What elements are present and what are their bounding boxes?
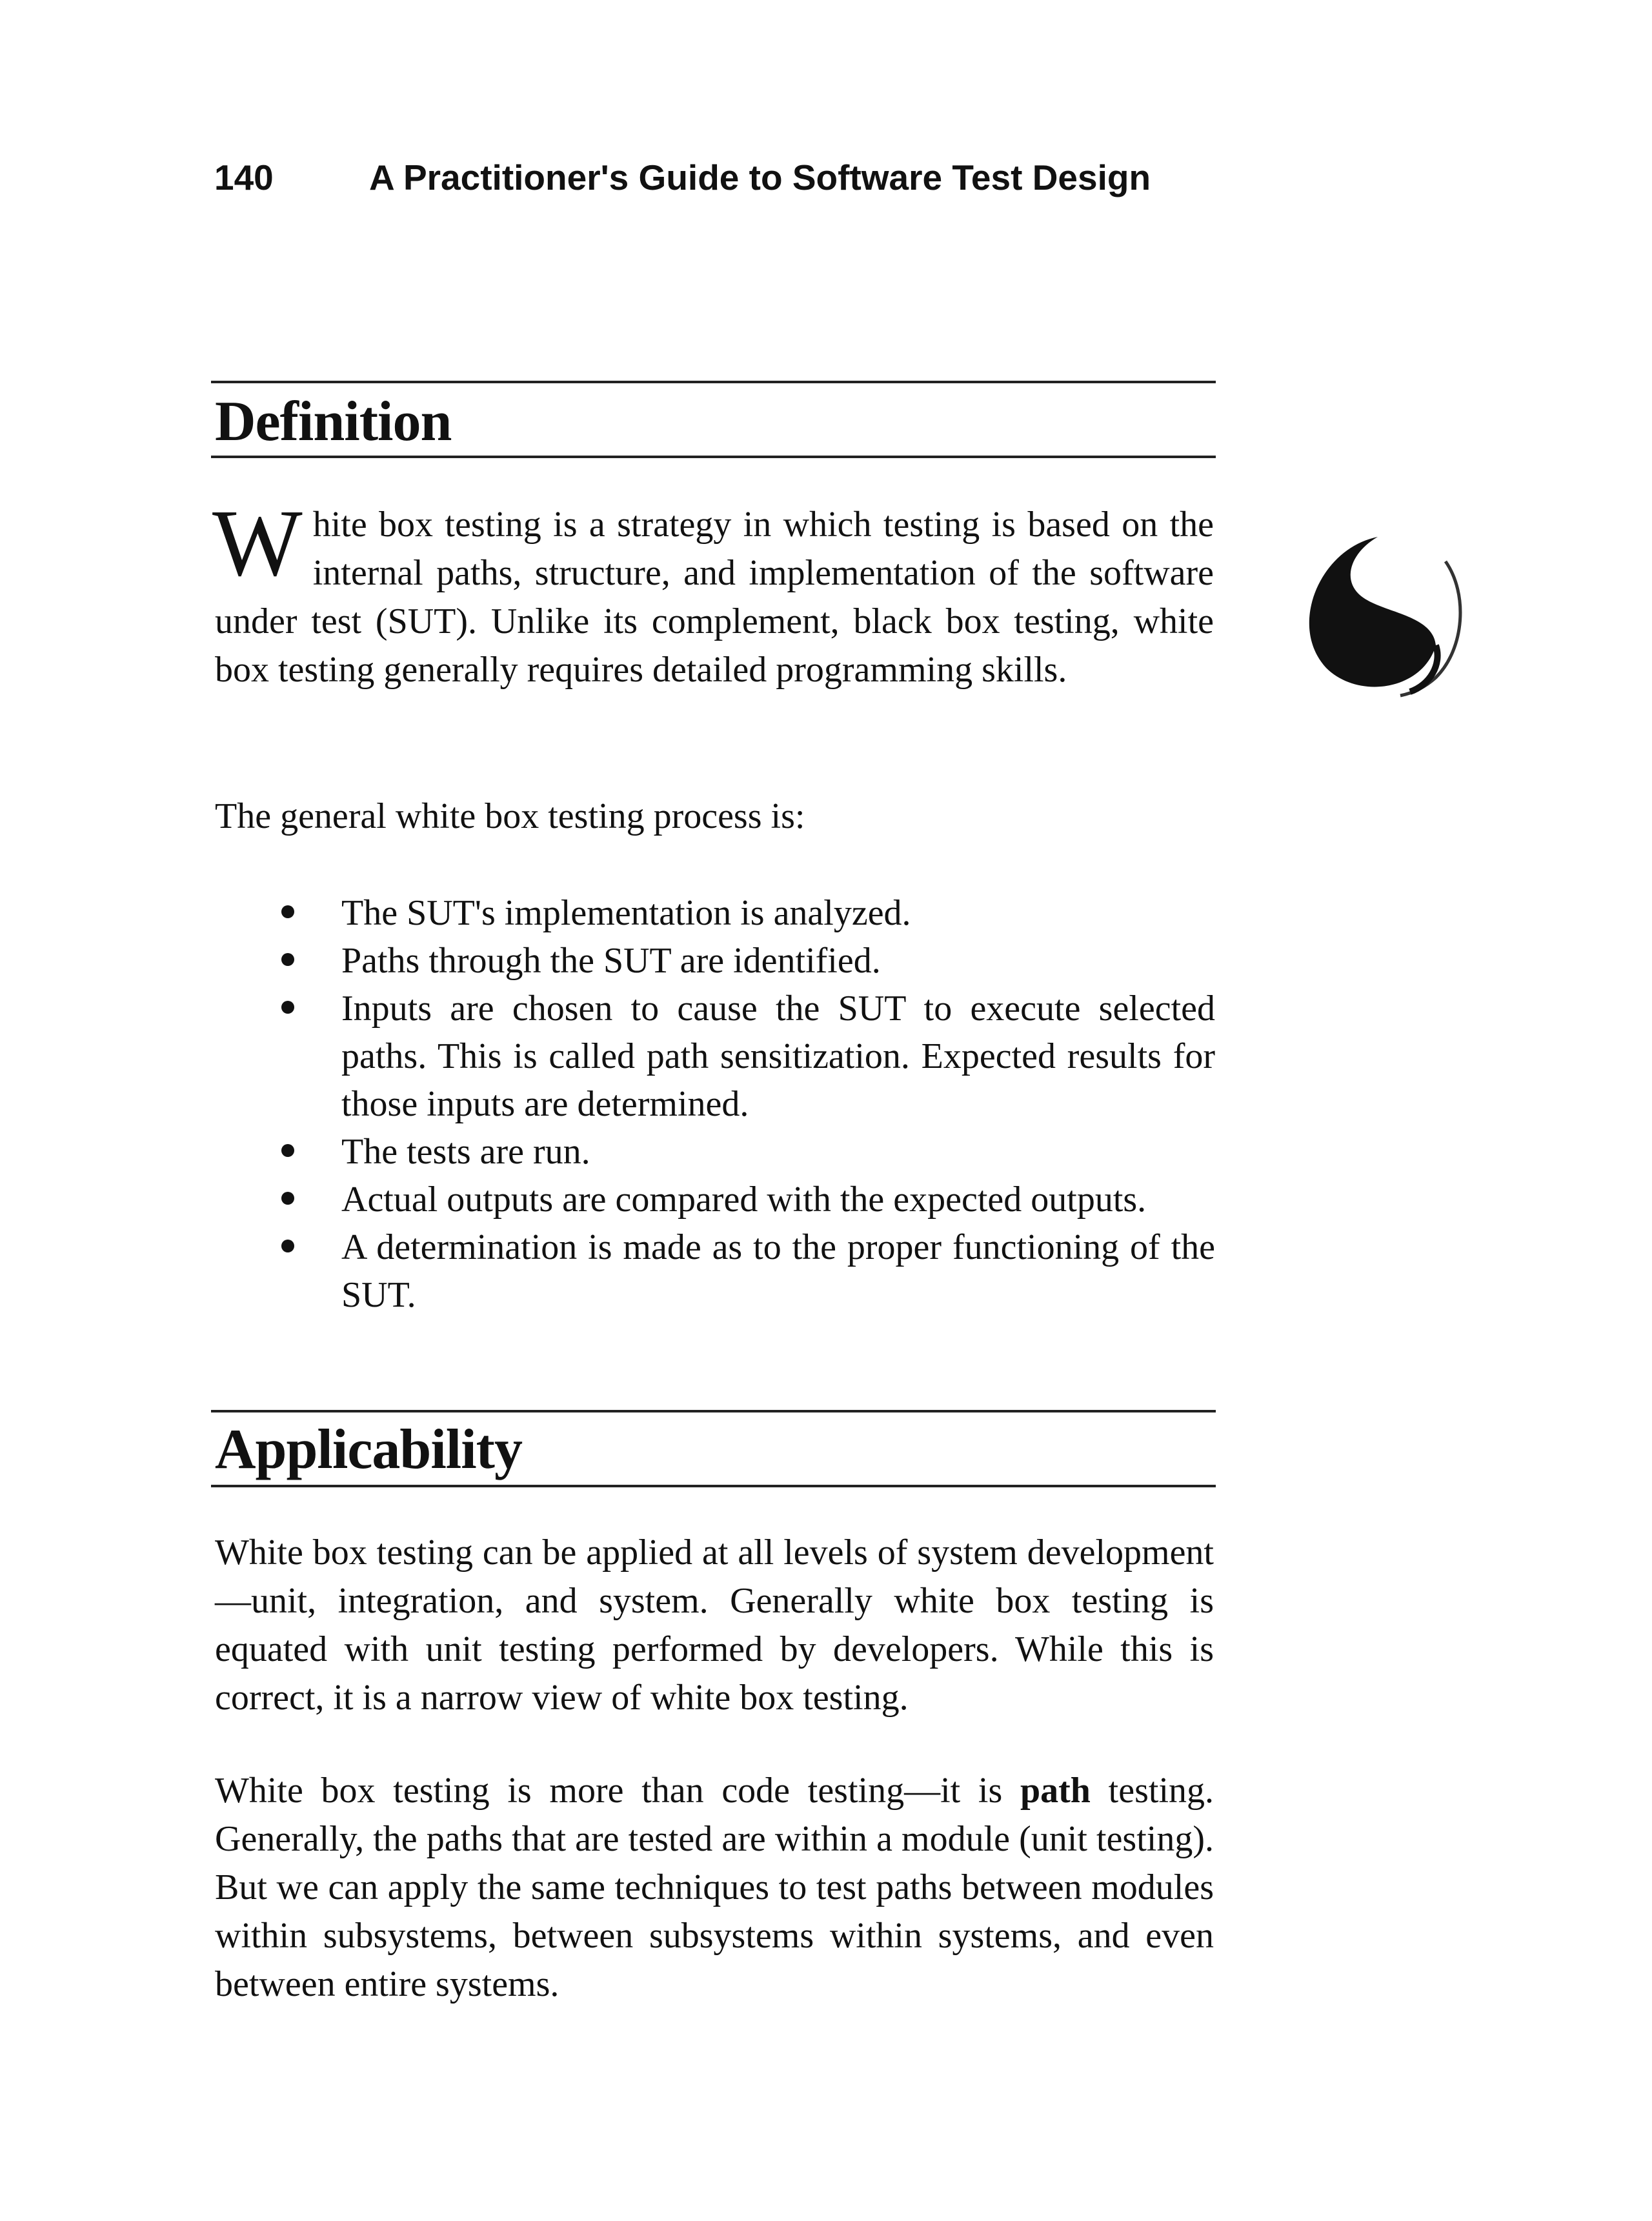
bullet-icon [281, 1144, 294, 1157]
emphasis-path: path [1020, 1771, 1091, 1811]
list-item: The tests are run. [215, 1128, 1215, 1176]
list-item: A determination is made as to the proper functioning of the SUT. [215, 1223, 1215, 1319]
page-number: 140 [214, 157, 274, 197]
process-steps-list [215, 889, 1215, 1319]
applicability-bottom-rule [211, 1485, 1216, 1487]
drop-cap: W [212, 490, 303, 596]
process-intro: The general white box testing process is: [215, 796, 805, 836]
bullet-icon [281, 953, 294, 966]
definition-bottom-rule [211, 456, 1216, 458]
bullet-icon [281, 1001, 294, 1014]
book-title: A Practitioner's Guide to Software Test Design [369, 157, 1151, 197]
list-item: The SUT's implementation is analyzed. [215, 889, 1215, 937]
definition-intro-text: hite box testing is a strategy in which testing is based on the internal paths, structure, and implementation of the software under test (SUT). Unlike its complement, black box testing, white box testing generally requires detailed programming skills. [215, 505, 1214, 690]
applicability-top-rule [211, 1410, 1216, 1412]
list-item: Actual outputs are compared with the expected outputs. [215, 1176, 1215, 1223]
bullet-icon [281, 905, 294, 918]
applicability-paragraph-1: White box testing can be applied at all levels of system development—unit, integration, and system. Generally white box testing is equated with unit testing performed by developers. While this is correct, it is a narrow view of white box testing. [215, 1533, 1214, 1718]
definition-intro-paragraph [212, 490, 1214, 694]
definition-heading: Definition [215, 390, 452, 453]
running-header [214, 157, 1151, 198]
applicability-heading: Applicability [215, 1418, 522, 1481]
applicability-paragraph-2: White box testing is more than code testing—it is path testing. Generally, the paths that are tested are within a module (unit testing). But we can apply the same techniques to test paths between modules within subsystems, between subsystems within systems, and even between entire systems. [215, 1771, 1214, 2004]
bullet-icon [281, 1192, 294, 1205]
yin-yang-dark-half [1309, 537, 1436, 687]
yin-yang-icon [1281, 516, 1475, 710]
definition-top-rule [211, 381, 1216, 383]
list-item: Inputs are chosen to cause the SUT to execute selected paths. This is called path sensitization. Expected results for those inputs are determined. [215, 985, 1215, 1128]
bullet-icon [281, 1240, 294, 1252]
list-item: Paths through the SUT are identified. [215, 937, 1215, 985]
